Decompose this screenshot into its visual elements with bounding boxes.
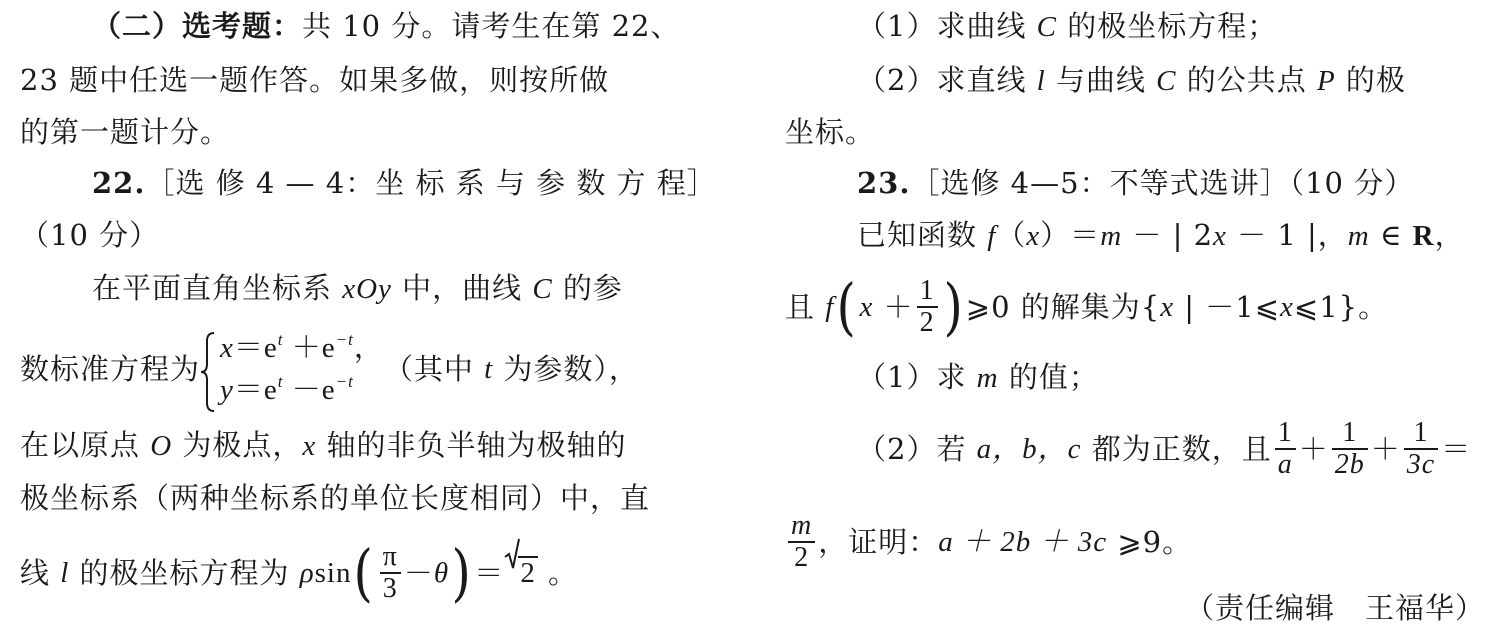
q22-text-line-5: 线 l 的极坐标方程为 ρsin( $\frac{\pi}{3}$ －θ)＝ 2 。 xyxy=(20,536,579,609)
radical-icon xyxy=(504,538,520,570)
section-label: （二）选考题： xyxy=(92,9,303,43)
intro-line-2: 23 题中任选一题作答。如果多做，则按所做 xyxy=(20,63,610,97)
q23-text-line-1: 已知函数 f（x）＝m － | 2x － 1 |，m ∈ R， xyxy=(857,218,1465,252)
q23-text-line-2: 且 f(x ＋ $\frac{1}{2}$ )⩾0 的解集为{x | －1⩽x⩽1}。 xyxy=(785,270,1389,343)
fraction-1-over-a: $\frac{1}{a}$ xyxy=(1275,418,1296,480)
fraction-pi-over-3: $\frac{\pi}{3}$ xyxy=(380,542,401,604)
q23-part-2-cont: $\frac{m}{2}$ ，证明：a ＋ 2b ＋ 3c ⩾9。 xyxy=(785,505,1192,577)
fraction-1-over-2b: $\frac{1}{2b}$ xyxy=(1332,418,1368,480)
fraction-one-half: $\frac{1}{2}$ xyxy=(917,276,938,338)
fraction-m-over-2: $\frac{m}{2}$ xyxy=(788,511,815,573)
q23-part-1: （1）求 m 的值； xyxy=(857,360,1099,394)
q22-text-line-2: 数标准方程为 $x=e^t +e^{-t}$， $y=e^t -e^{-t}$ （其中 t 为参数）， xyxy=(20,322,639,414)
q22-number: 22. xyxy=(92,166,146,200)
q22-part-1: （1）求曲线 C 的极坐标方程； xyxy=(857,9,1278,43)
q23-part-2: （2）若 a，b，c 都为正数，且 $\frac{1}{a}$ ＋ $\frac{1}{2b}$ ＋ $\frac{1}{3c}$ ＝ xyxy=(857,417,1472,480)
intro-line-1: （二）选考题：共 10 分。请考生在第 22、 xyxy=(92,9,681,43)
q22-text-line-1: 在平面直角坐标系 xOy 中，曲线 C 的参 xyxy=(92,271,623,305)
brace-icon xyxy=(200,331,216,413)
q22-part-2-cont: 坐标。 xyxy=(785,115,876,149)
q23-header: 23.［选修 4—5：不等式选讲］（10 分） xyxy=(857,166,1415,200)
q22-score: （10 分） xyxy=(20,218,160,252)
sqrt-2: 2 xyxy=(504,538,538,608)
equation-x: $x=e^t +e^{-t}$， xyxy=(220,330,384,364)
editor-credit: （责任编辑 王福华） xyxy=(1184,591,1485,625)
parametric-system xyxy=(200,327,384,411)
intro-line-3: 的第一题计分。 xyxy=(20,115,231,149)
equation-y: $y=e^t -e^{-t}$ xyxy=(220,372,354,406)
q22-text-line-3: 在以原点 O 为极点，x 轴的非负半轴为极轴的 xyxy=(20,428,627,462)
fraction-1-over-3c: $\frac{1}{3c}$ xyxy=(1404,418,1438,480)
q22-part-2: （2）求直线 l 与曲线 C 的公共点 P 的极 xyxy=(857,63,1406,97)
q23-number: 23. xyxy=(857,166,911,200)
q22-header: 22.［选 修 4 — 4：坐 标 系 与 参 数 方 程］ xyxy=(92,166,717,200)
q22-text-line-4: 极坐标系（两种坐标系的单位长度相同）中，直 xyxy=(20,481,651,515)
